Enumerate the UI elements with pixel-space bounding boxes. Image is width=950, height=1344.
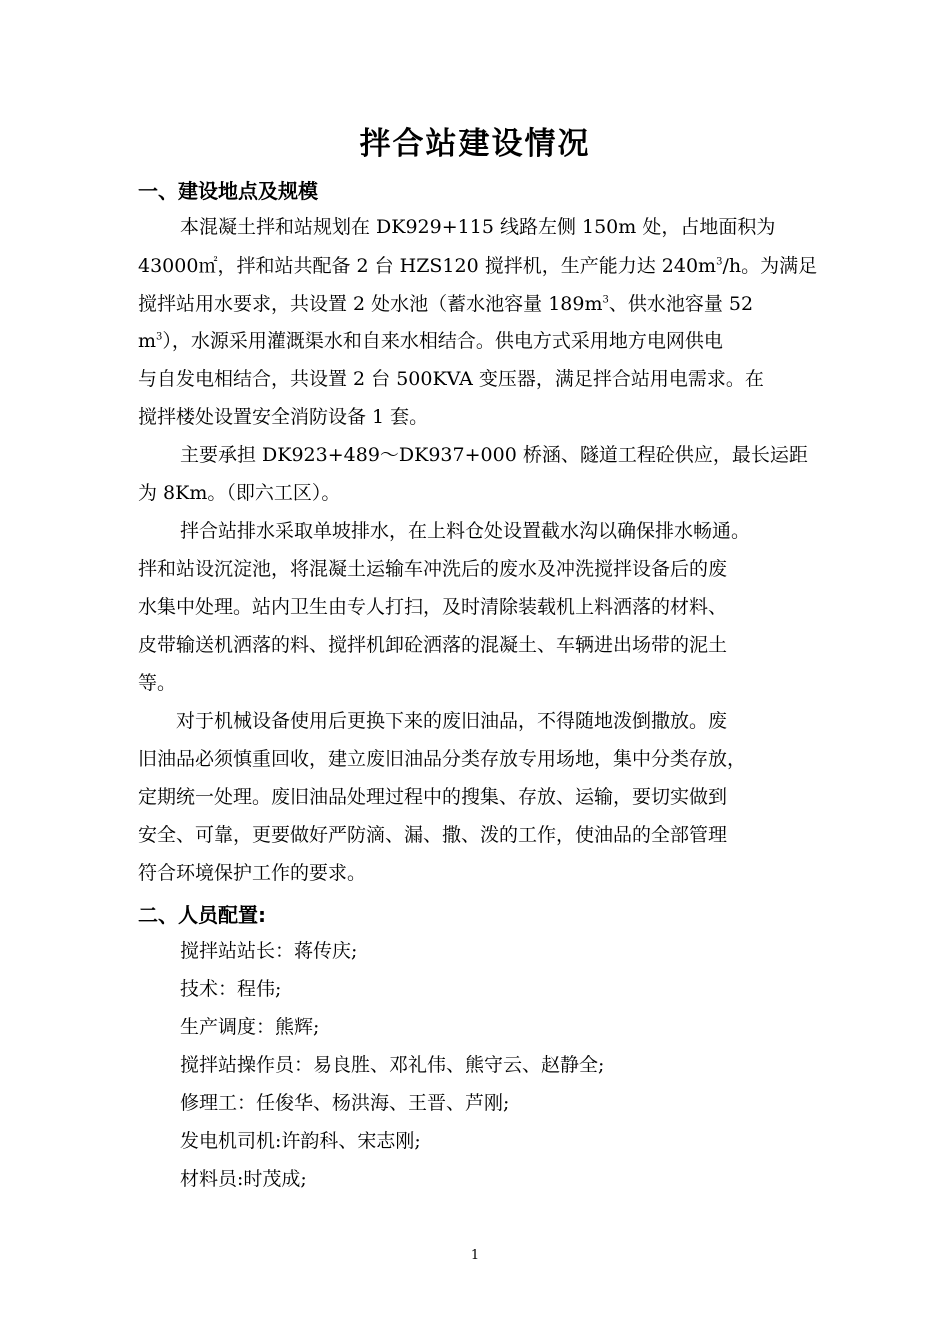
paragraph-line: 为 8Km。（即六工区）。: [138, 482, 341, 504]
staff-item-repair: 修理工：任俊华、杨洪海、王晋、芦刚;: [180, 1092, 510, 1114]
section-heading-location: 一、建设地点及规模: [138, 179, 318, 203]
paragraph-line: 旧油品必须慎重回收，建立废旧油品分类存放专用场地，集中分类存放，: [138, 748, 747, 770]
staff-item-technical: 技术：程伟;: [180, 978, 282, 1000]
staff-item-operators: 搅拌站操作员：易良胜、邓礼伟、熊守云、赵静全;: [180, 1054, 605, 1076]
paragraph-line: 等。: [138, 672, 177, 694]
paragraph-line: 定期统一处理。废旧油品处理过程中的搜集、存放、运输，要切实做到: [138, 786, 728, 808]
paragraph-line: 搅拌站用水要求，共设置 2 处水池（蓄水池容量 $189m^3$、供水池容量 52: [138, 293, 754, 315]
paragraph-line: $m^3$），水源采用灌溉渠水和自来水相结合。供电方式采用地方电网供电: [138, 330, 723, 352]
staff-item-station-manager: 搅拌站站长：蒋传庆;: [180, 940, 358, 962]
paragraph-line: 安全、可靠，更要做好严防滴、漏、撒、泼的工作，使油品的全部管理: [138, 824, 728, 846]
staff-item-materials: 材料员:时茂成;: [180, 1168, 307, 1190]
section-heading-staff: 二、人员配置:: [138, 903, 266, 927]
paragraph-line: 与自发电相结合，共设置 2 台 500KVA 变压器，满足拌合站用电需求。在: [138, 368, 764, 390]
staff-item-generator: 发电机司机:许韵科、宋志刚;: [180, 1130, 421, 1152]
paragraph-line: 本混凝土拌和站规划在 DK929+115 线路左侧 150m 处，占地面积为: [180, 216, 776, 238]
paragraph-line: 拌和站设沉淀池，将混凝土运输车冲洗后的废水及冲洗搅拌设备后的废: [138, 558, 728, 580]
paragraph-line: 拌合站排水采取单坡排水，在上料仓处设置截水沟以确保排水畅通。: [180, 520, 751, 542]
paragraph-line: 主要承担 DK923+489～DK937+000 桥涵、隧道工程砼供应，最长运距: [180, 444, 808, 466]
page-number: 1: [470, 1248, 480, 1263]
paragraph-line: 搅拌楼处设置安全消防设备 1 套。: [138, 406, 429, 428]
paragraph-line: 水集中处理。站内卫生由专人打扫，及时清除装载机上料洒落的材料、: [138, 596, 728, 618]
paragraph-line: 皮带输送机洒落的料、搅拌机卸砼洒落的混凝土、车辆进出场带的泥土: [138, 634, 728, 656]
staff-item-dispatch: 生产调度：熊辉;: [180, 1016, 320, 1038]
paragraph-line: 对于机械设备使用后更换下来的废旧油品，不得随地泼倒撒放。废: [176, 710, 728, 732]
page-title: 拌合站建设情况: [359, 126, 591, 162]
paragraph-line: 43000㎡，拌和站共配备 2 台 HZS120 搅拌机，生产能力达 $240m^3/h$。为满足: [138, 255, 818, 277]
paragraph-line: 符合环境保护工作的要求。: [138, 862, 367, 884]
